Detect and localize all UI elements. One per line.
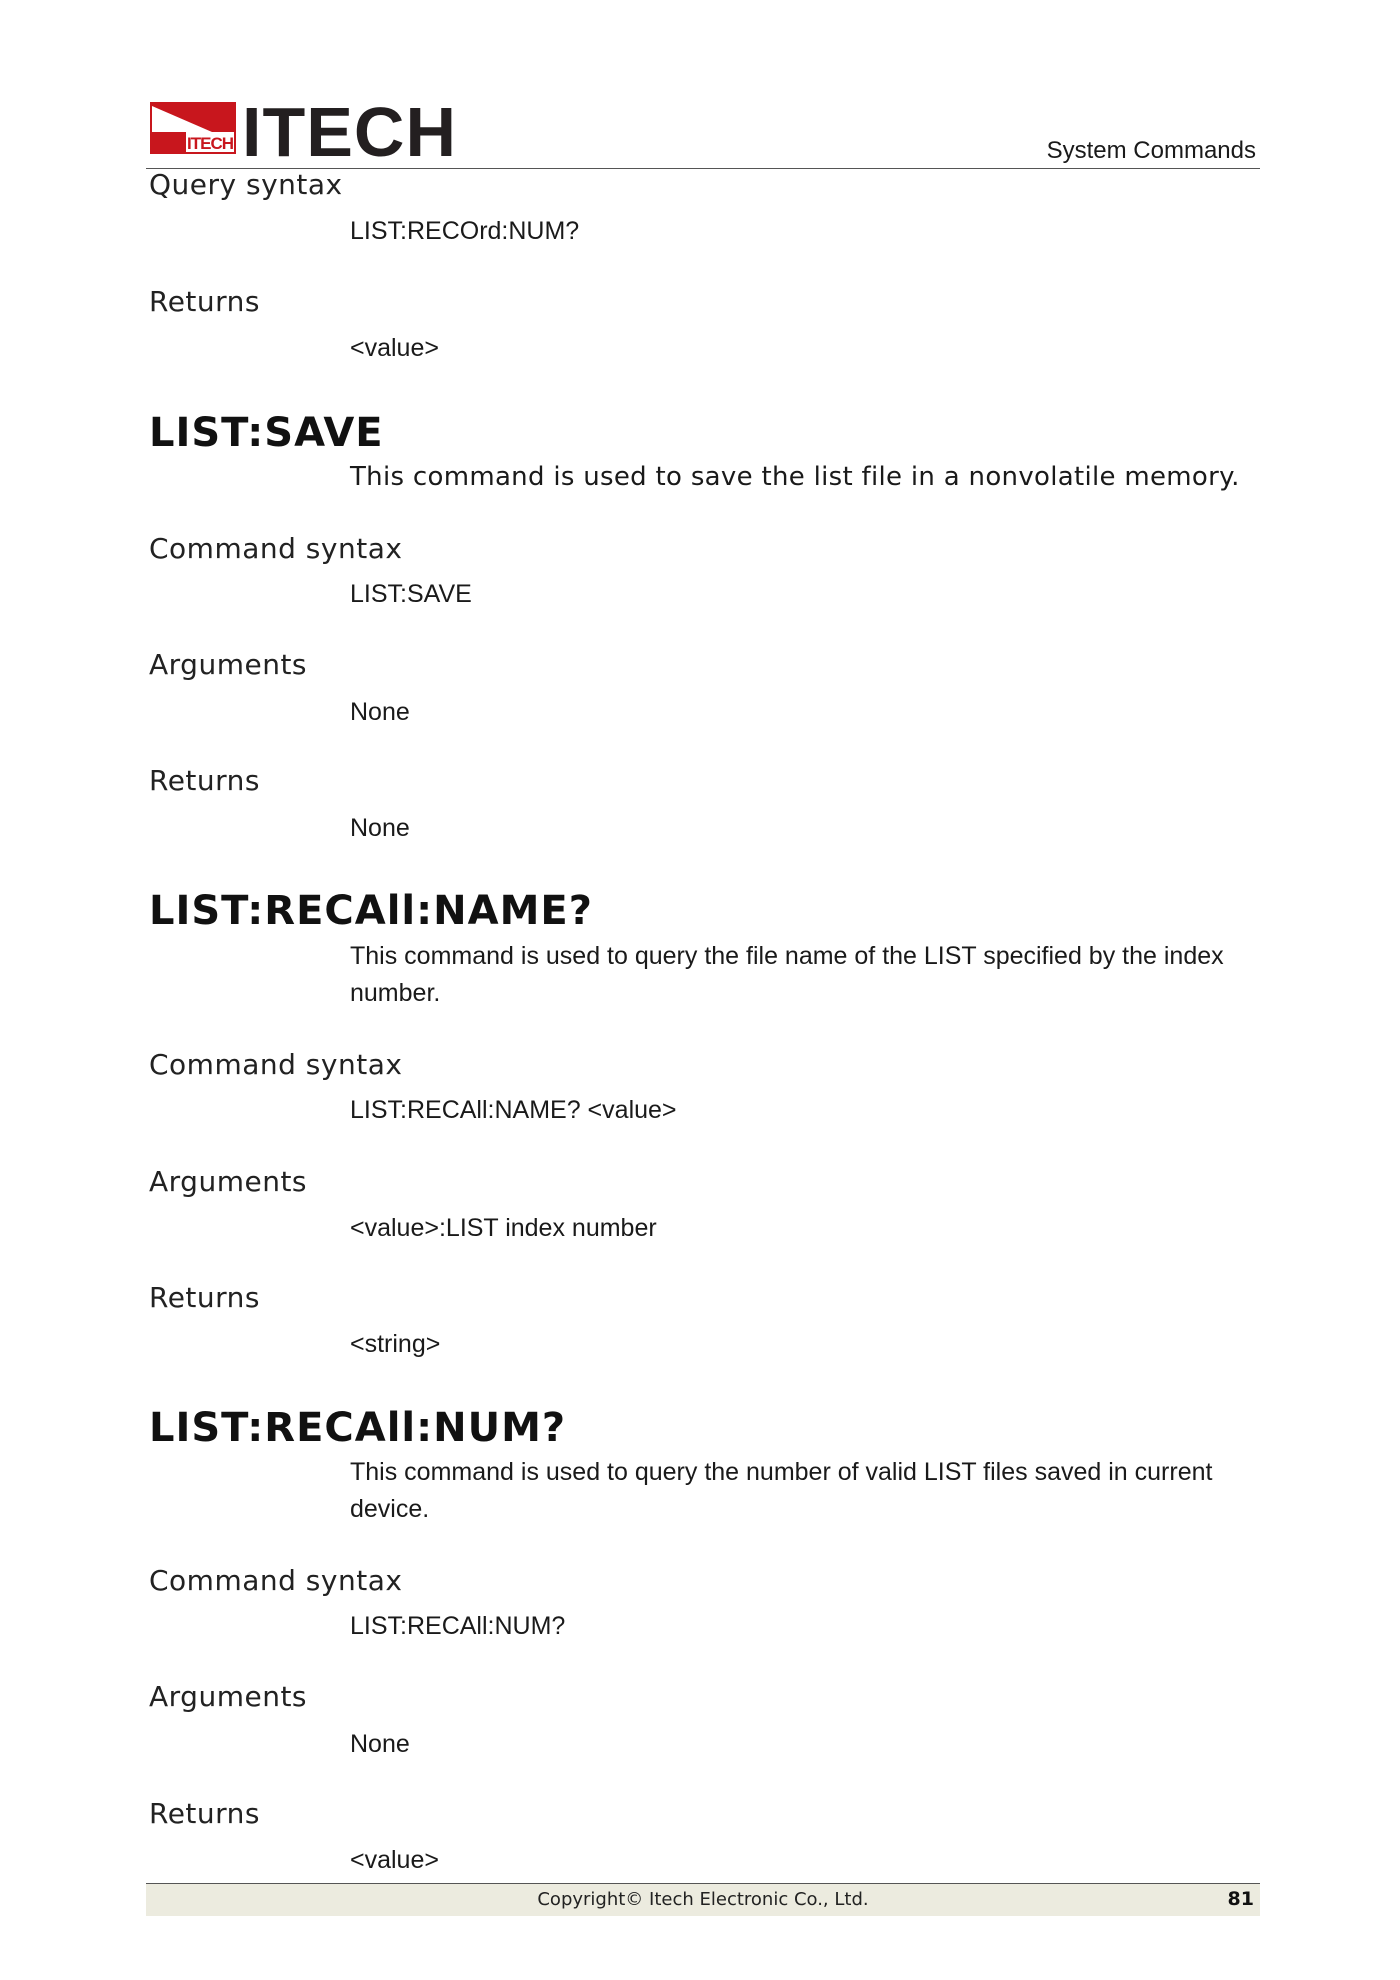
command-description: This command is used to query the number of valid LIST files saved in current device.	[350, 1458, 1213, 1523]
command-description: This command is used to save the list file in a nonvolatile memory.	[350, 462, 1240, 492]
svg-text:ITECH: ITECH	[242, 98, 457, 160]
section-title: System Commands	[1046, 137, 1256, 164]
command-title: LIST:RECAll:NAME?	[149, 888, 593, 934]
returns-value: <value>	[350, 1846, 439, 1874]
returns-label: Returns	[149, 1797, 261, 1830]
command-title: LIST:SAVE	[149, 410, 384, 456]
arguments-value: None	[350, 698, 410, 726]
arguments-label: Arguments	[149, 1680, 308, 1713]
command-description: This command is used to query the file name of the LIST specified by the index number.	[350, 942, 1224, 1007]
itech-logo	[150, 98, 460, 158]
returns-label: Returns	[149, 285, 261, 318]
returns-label: Returns	[149, 1281, 261, 1314]
returns-value: None	[350, 814, 410, 842]
page-footer	[146, 1883, 1260, 1916]
returns-value: <value>	[350, 334, 439, 362]
returns-label: Returns	[149, 764, 261, 797]
query-syntax-label: Query syntax	[149, 168, 343, 201]
arguments-value: None	[350, 1730, 410, 1758]
page-number: 81	[1227, 1888, 1254, 1910]
command-syntax-label: Command syntax	[149, 532, 403, 565]
command-syntax-value: LIST:RECAll:NAME? <value>	[350, 1096, 677, 1124]
arguments-value: <value>:LIST index number	[350, 1214, 657, 1242]
command-title: LIST:RECAll:NUM?	[149, 1405, 567, 1451]
copyright-text: Copyright© Itech Electronic Co., Ltd.	[537, 1889, 869, 1910]
arguments-label: Arguments	[149, 1165, 308, 1198]
returns-value: <string>	[350, 1330, 441, 1358]
page-header	[146, 96, 1260, 169]
query-syntax-value: LIST:RECOrd:NUM?	[350, 217, 580, 245]
command-syntax-label: Command syntax	[149, 1564, 403, 1597]
command-syntax-value: LIST:SAVE	[350, 580, 472, 608]
arguments-label: Arguments	[149, 648, 308, 681]
command-syntax-label: Command syntax	[149, 1048, 403, 1081]
command-syntax-value: LIST:RECAll:NUM?	[350, 1612, 566, 1640]
svg-text:ITECH: ITECH	[187, 134, 233, 153]
